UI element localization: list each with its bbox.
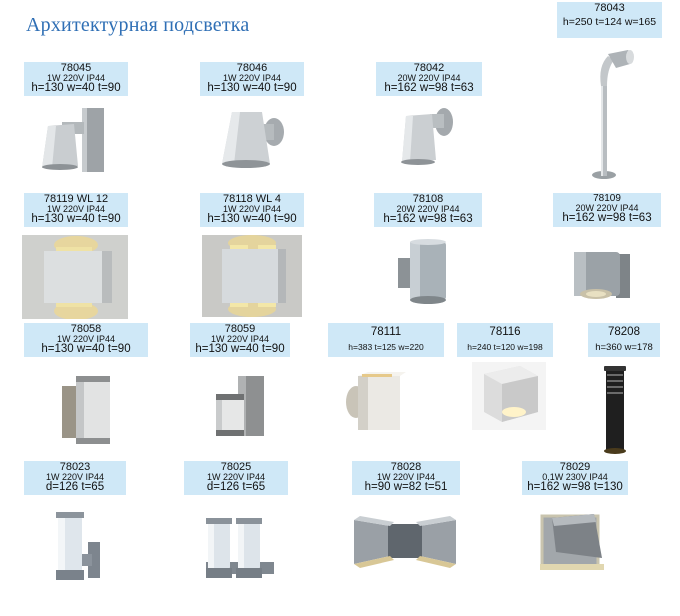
product-label-78116 xyxy=(457,323,553,357)
product-label-78119 xyxy=(24,193,128,227)
page-title: Архитектурная подсветка xyxy=(26,14,250,36)
wall-cube-lamp-icon xyxy=(472,362,546,430)
product-dims: h=130 w=40 t=90 xyxy=(31,82,121,95)
product-dims: h=240 t=120 w=198 xyxy=(467,342,543,353)
product-spec: 20W 220V IP44 xyxy=(397,73,461,84)
product-dims: h=130 w=40 t=90 xyxy=(195,343,285,356)
product-label-78111 xyxy=(328,323,444,357)
product-code: 78116 xyxy=(489,326,521,338)
product-label-78118 xyxy=(200,193,304,227)
product-spec: 1W 220V IP44 xyxy=(222,73,282,84)
wall-square-lamp-icon xyxy=(536,508,608,574)
wall-cone-lamp-icon xyxy=(216,104,288,174)
product-label-78028 xyxy=(352,461,460,495)
product-label-78043 xyxy=(557,2,662,38)
product-label-78045 xyxy=(24,62,128,96)
product-code: 78208 xyxy=(608,326,640,338)
product-code: 78025 xyxy=(220,461,252,473)
product-dims: h=162 w=98 t=63 xyxy=(383,213,473,226)
product-dims: d=126 t=65 xyxy=(206,481,266,494)
product-dims: h=162 w=98 t=63 xyxy=(384,82,474,95)
wall-cone-lamp-icon xyxy=(396,100,458,172)
wall-cone-lamp-icon xyxy=(38,104,110,174)
product-dims: h=250 t=124 w=165 xyxy=(562,16,657,29)
product-code: 78109 xyxy=(593,193,621,204)
double-tube-lamp-icon xyxy=(202,514,278,584)
wall-cylinder-lamp-icon xyxy=(396,236,452,308)
product-spec: 0,1W 230V IP44 xyxy=(542,472,608,483)
product-code: 78119 WL 12 xyxy=(43,193,109,205)
product-spec: 20W 220V IP44 xyxy=(575,203,639,214)
product-spec: 1W 220V IP44 xyxy=(56,334,116,345)
wall-cube-lamp-icon xyxy=(340,370,406,436)
product-code: 78023 xyxy=(59,461,91,473)
product-dims: h=130 w=40 t=90 xyxy=(31,213,121,226)
product-label-78058 xyxy=(24,323,148,357)
product-code: 78059 xyxy=(224,323,256,335)
product-code: 78045 xyxy=(60,62,92,74)
product-spec: 1W 220V IP44 xyxy=(376,472,436,483)
wall-wing-lamp-icon xyxy=(350,510,460,572)
product-code: 78043 xyxy=(594,2,625,14)
wall-column-lamp-icon xyxy=(60,372,116,448)
wall-cylinder-lamp-icon xyxy=(568,244,634,304)
wall-tube-lamp-icon xyxy=(50,508,102,588)
product-dims: h=130 w=40 t=90 xyxy=(41,343,131,356)
product-label-78029 xyxy=(522,461,628,495)
product-code: 78042 xyxy=(413,62,445,74)
product-dims: h=360 w=178 xyxy=(595,342,653,354)
product-code: 78111 xyxy=(370,326,402,338)
product-code: 78029 xyxy=(559,461,591,473)
product-spec: 1W 220V IP44 xyxy=(46,73,106,84)
product-dims: d=126 t=65 xyxy=(45,481,105,494)
product-label-78025 xyxy=(184,461,288,495)
wall-column-lamp-icon xyxy=(208,372,270,440)
product-spec: 1W 220V IP44 xyxy=(210,334,270,345)
product-spec: 20W 220V IP44 xyxy=(396,204,460,215)
product-dims: h=90 w=82 t=51 xyxy=(364,481,448,494)
product-dims: h=130 w=40 t=90 xyxy=(207,82,297,95)
product-dims: h=130 w=40 t=90 xyxy=(207,213,297,226)
product-spec: 1W 220V IP44 xyxy=(46,204,106,215)
product-spec: 1W 220V IP44 xyxy=(206,472,266,483)
product-code: 78028 xyxy=(390,461,422,473)
wall-box-lamp-icon xyxy=(202,235,302,317)
bollard-lamp-icon xyxy=(598,362,632,454)
wall-box-lamp-icon xyxy=(22,235,128,319)
product-dims: h=162 w=98 t=130 xyxy=(527,481,623,494)
product-label-78108 xyxy=(374,193,482,227)
bollard-spot-lamp-icon xyxy=(590,44,640,184)
product-code: 78058 xyxy=(70,323,102,335)
product-dims: h=162 w=98 t=63 xyxy=(562,212,652,225)
product-label-78042 xyxy=(376,62,482,96)
product-label-78208 xyxy=(588,323,660,357)
product-spec: 1W 220V IP44 xyxy=(222,204,282,215)
product-code: 78108 xyxy=(412,193,444,205)
product-dims: h=383 t=125 w=220 xyxy=(348,342,424,353)
product-code: 78046 xyxy=(236,62,268,74)
product-code: 78118 WL 4 xyxy=(222,193,282,205)
product-label-78023 xyxy=(24,461,126,495)
product-label-78109 xyxy=(553,193,661,227)
product-spec: 1W 220V IP44 xyxy=(45,472,105,483)
product-label-78059 xyxy=(190,323,290,357)
product-label-78046 xyxy=(200,62,304,96)
